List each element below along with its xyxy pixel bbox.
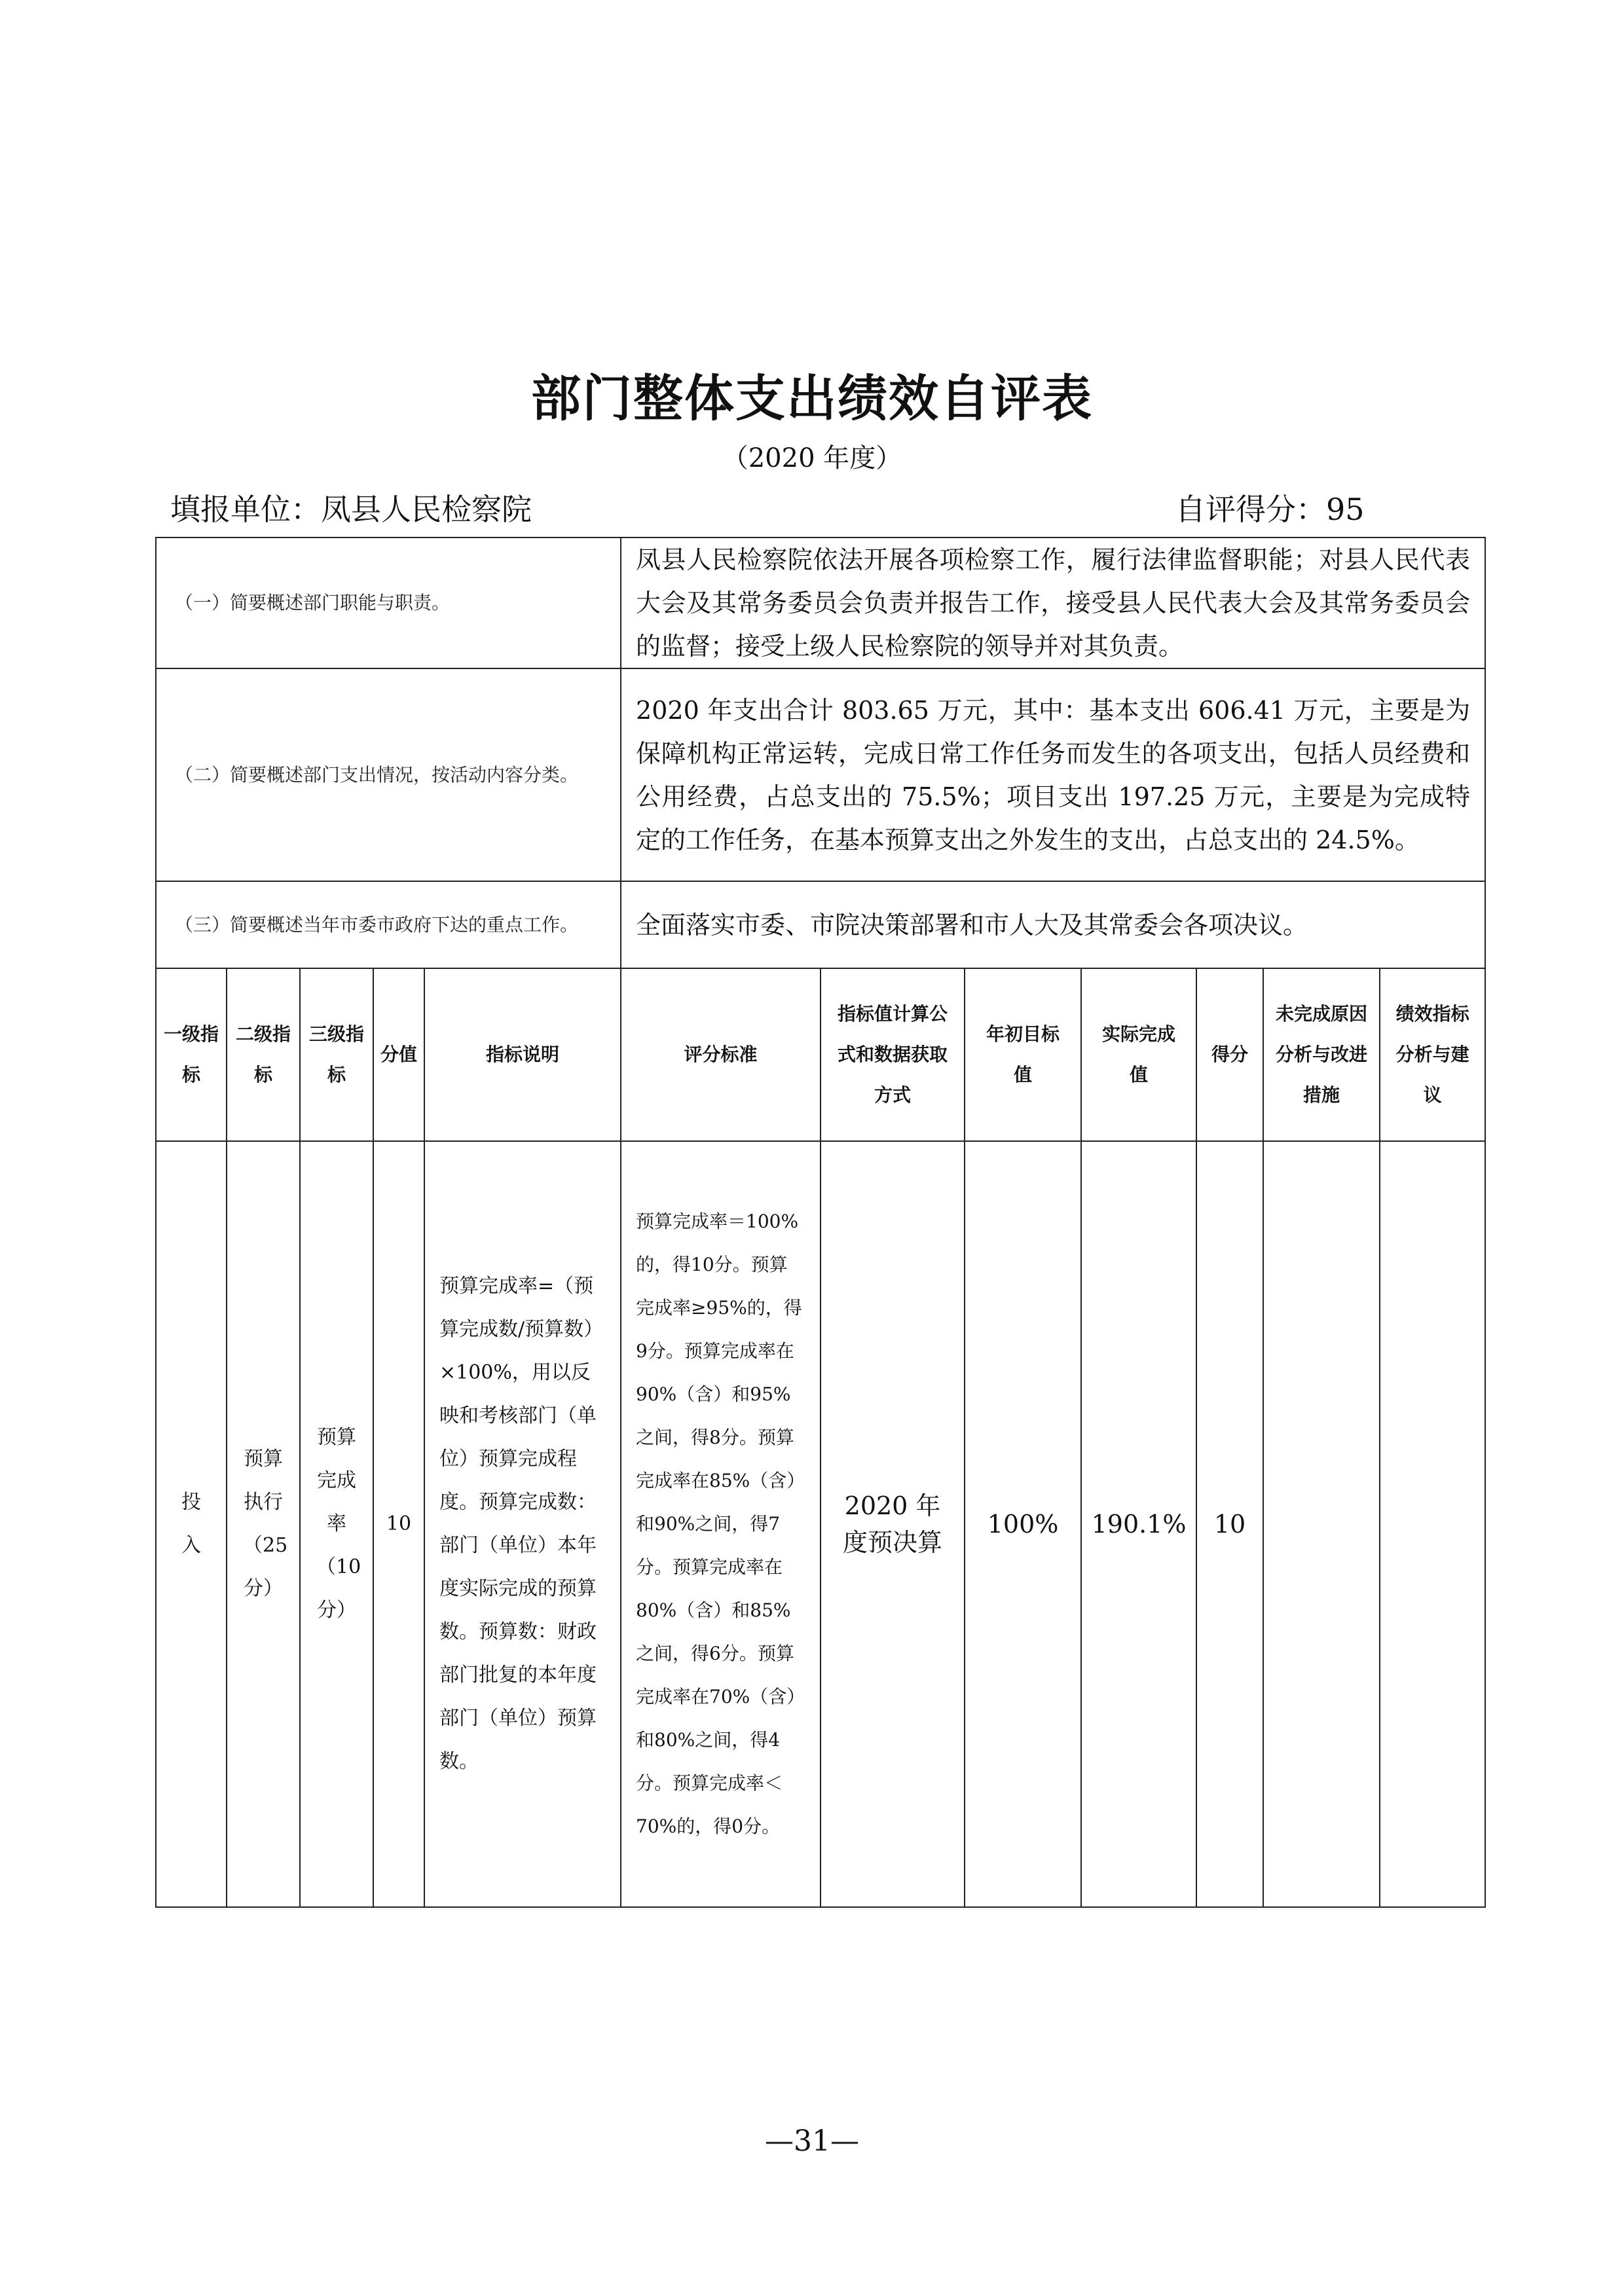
page-subtitle: （2020 年度） — [722, 443, 902, 473]
col-header-level1: 一级指标 — [156, 968, 227, 1141]
cell-reason — [1263, 1141, 1380, 1907]
cell-level2: 预算执行（25分） — [227, 1141, 300, 1907]
table-row — [156, 1141, 1485, 1907]
cell-level1: 投入 — [156, 1141, 227, 1907]
col-header-suggestion: 绩效指标分析与建议 — [1380, 968, 1485, 1141]
cell-level3: 预算完成率（10分） — [300, 1141, 373, 1907]
cell-criteria: 预算完成率＝100%的，得10分。预算完成率≥95%的，得9分。预算完成率在90%（含）和95%之间，得8分。预算完成率在85%（含）和90%之间，得7分。预算完成率在80%（含）和85%之间，得6分。预算完成率在70%（含）和80%之间，得4分。预算完成率＜70%的，得0分。 — [621, 1141, 821, 1907]
col-header-points: 分值 — [373, 968, 424, 1141]
col-header-level3: 三级指标 — [300, 968, 373, 1141]
cell-score: 10 — [1196, 1141, 1263, 1907]
intro-label: （三）简要概述当年市委市政府下达的重点工作。 — [156, 881, 621, 968]
cell-formula: 2020 年度预决算 — [821, 1141, 965, 1907]
col-header-description: 指标说明 — [424, 968, 621, 1141]
cell-points: 10 — [373, 1141, 424, 1907]
col-header-reason: 未完成原因分析与改进措施 — [1263, 968, 1380, 1141]
page-number: —31— — [765, 2124, 859, 2158]
intro-content: 2020 年支出合计 803.65 万元，其中：基本支出 606.41 万元，主要是为保障机构正常运转，完成日常工作任务而发生的各项支出，包括人员经费和公用经费，占总支出的 75.5%；项目支出 197.25 万元，主要是为完成特定的工作任务，在基本预算支出之外发生的支出，占总支出的 24.5%。 — [621, 668, 1485, 881]
cell-suggestion — [1380, 1141, 1485, 1907]
col-header-level2: 二级指标 — [227, 968, 300, 1141]
intro-label: （一）简要概述部门职能与职责。 — [156, 538, 621, 668]
intro-row — [156, 538, 1485, 668]
cell-target: 100% — [965, 1141, 1081, 1907]
col-header-score: 得分 — [1196, 968, 1263, 1141]
page-title: 部门整体支出绩效自评表 — [531, 369, 1093, 428]
self-score: 自评得分：95 — [1175, 492, 1365, 527]
intro-content: 凤县人民检察院依法开展各项检察工作，履行法律监督职能；对县人民代表大会及其常务委员会负责并报告工作，接受县人民代表大会及其常务委员会的监督；接受上级人民检察院的领导并对其负责。 — [621, 538, 1485, 668]
intro-label: （二）简要概述部门支出情况，按活动内容分类。 — [156, 668, 621, 881]
col-header-criteria: 评分标准 — [621, 968, 821, 1141]
intro-row — [156, 881, 1485, 968]
intro-content: 全面落实市委、市院决策部署和市人大及其常委会各项决议。 — [621, 881, 1485, 968]
cell-description: 预算完成率=（预算完成数/预算数）×100%，用以反映和考核部门（单位）预算完成程度。预算完成数：部门（单位）本年度实际完成的预算数。预算数：财政部门批复的本年度部门（单位）预算数。 — [424, 1141, 621, 1907]
cell-actual: 190.1% — [1081, 1141, 1196, 1907]
table-header-row — [156, 968, 1485, 1141]
evaluation-table — [155, 537, 1486, 1908]
col-header-formula: 指标值计算公式和数据获取方式 — [821, 968, 965, 1141]
col-header-target: 年初目标值 — [965, 968, 1081, 1141]
reporting-unit: 填报单位：凤县人民检察院 — [170, 492, 532, 527]
col-header-actual: 实际完成值 — [1081, 968, 1196, 1141]
intro-row — [156, 668, 1485, 881]
